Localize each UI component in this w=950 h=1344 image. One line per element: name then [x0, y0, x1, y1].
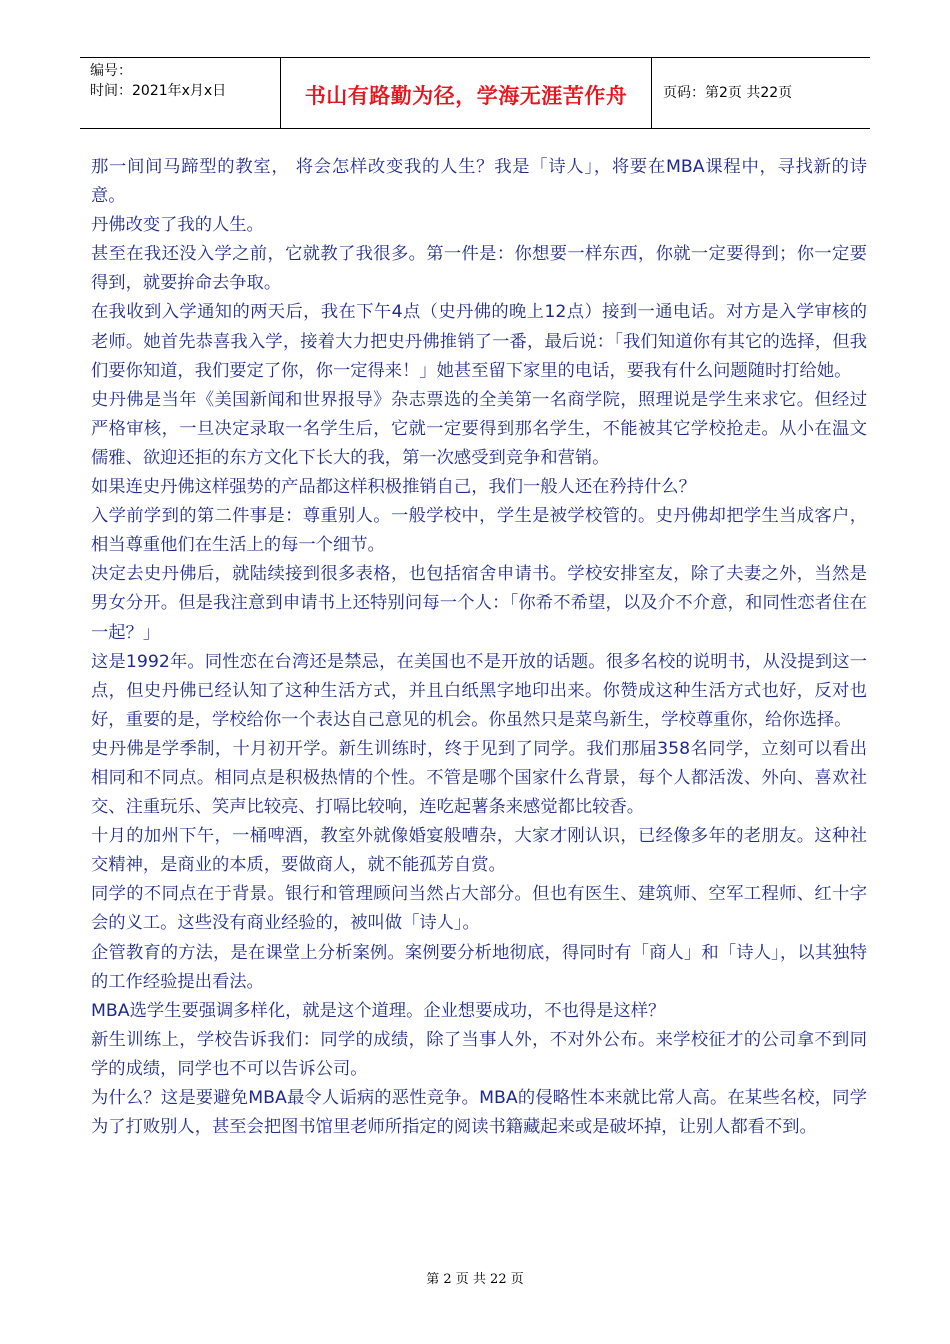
document-body: [91, 153, 867, 1142]
document-number-label: 编号：: [90, 63, 132, 79]
header-meta-cell: [80, 58, 280, 128]
paragraph: 甚至在我还没入学之前，它就教了我很多。第一件是：你想要一样东西，你就一定要得到；你一定要得到，就要拚命去争取。: [91, 244, 867, 294]
paragraph: 如果连史丹佛这样强势的产品都这样积极推销自己，我们一般人还在矜持什么？: [91, 477, 696, 498]
paragraph: 入学前学到的第二件事是：尊重别人。一般学校中，学生是被学校管的。史丹佛却把学生当成客户，相当尊重他们在生活上的每一个细节。: [91, 506, 867, 556]
paragraph: 丹佛改变了我的人生。: [91, 215, 264, 236]
page-footer: 第 2 页 共 22 页: [426, 1272, 524, 1287]
page-header: [80, 57, 870, 129]
document-time-label: 时间：2021年x月x日: [90, 83, 227, 99]
header-motto-cell: [280, 58, 652, 128]
paragraph: 十月的加州下午，一桶啤酒，教室外就像婚宴般嘈杂，大家才刚认识，已经像多年的老朋友。这种社交精神，是商业的本质，要做商人，就不能孤芳自赏。: [91, 826, 867, 876]
paragraph: 企管教育的方法，是在课堂上分析案例。案例要分析地彻底，得同时有「商人」和「诗人」，以其独特的工作经验提出看法。: [91, 942, 867, 992]
header-page-info: 页码：第2页 共22页: [663, 85, 793, 101]
paragraph: 那一间间马蹄型的教室， 将会怎样改变我的人生？我是「诗人」，将要在MBA课程中，寻找新的诗意。: [91, 157, 867, 207]
paragraph: 新生训练上，学校告诉我们：同学的成绩，除了当事人外，不对外公布。来学校征才的公司拿不到同学的成绩，同学也不可以告诉公司。: [91, 1029, 867, 1079]
paragraph: 史丹佛是当年《美国新闻和世界报导》杂志票选的全美第一名商学院，照理说是学生来求它。但经过严格审核，一旦决定录取一名学生后，它就一定要得到那名学生，不能被其它学校抢走。从小在温文儒雅、欲迎还拒的东方文化下长大的我，第一次感受到竞争和营销。: [91, 389, 867, 468]
paragraph: MBA选学生要强调多样化，就是这个道理。企业想要成功，不也得是这样？: [91, 1000, 666, 1021]
paragraph: 决定去史丹佛后，就陆续接到很多表格，也包括宿舍申请书。学校安排室友，除了夫妻之外，当然是男女分开。但是我注意到申请书上还特别问每一个人：「你希不希望，以及介不介意，和同性恋者住在一起？」: [91, 564, 867, 643]
paragraph: 在我收到入学通知的两天后，我在下午4点（史丹佛的晚上12点）接到一通电话。对方是入学审核的老师。她首先恭喜我入学，接着大力把史丹佛推销了一番，最后说：「我们知道你有其它的选择，但我们要你知道，我们要定了你，你一定得来！」她甚至留下家里的电话，要我有什么问题随时打给她。: [91, 302, 867, 381]
paragraph: 同学的不同点在于背景。银行和管理顾问当然占大部分。但也有医生、建筑师、空军工程师、红十字会的义工。这些没有商业经验的，被叫做「诗人」。: [91, 884, 867, 934]
header-page-cell: [651, 58, 870, 128]
paragraph: 这是1992年。同性恋在台湾还是禁忌，在美国也不是开放的话题。很多名校的说明书，从没提到这一点，但史丹佛已经认知了这种生活方式，并且白纸黑字地印出来。你赞成这种生活方式也好，反对也好，重要的是，学校给你一个表达自己意见的机会。你虽然只是菜鸟新生，学校尊重你，给你选择。: [91, 651, 867, 730]
paragraph: 史丹佛是学季制，十月初开学。新生训练时，终于见到了同学。我们那届358名同学，立刻可以看出相同和不同点。相同点是积极热情的个性。不管是哪个国家什么背景，每个人都活泼、外向、喜欢社交、注重玩乐、笑声比较亮、打嗝比较响，连吃起薯条来感觉都比较香。: [91, 738, 867, 818]
paragraph: 为什么？这是要避免MBA最令人诟病的恶性竞争。MBA的侵略性本来就比常人高。在某些名校，同学为了打败别人，甚至会把图书馆里老师所指定的阅读书籍藏起来或是破坏掉，让别人都看不到。: [91, 1088, 867, 1138]
header-motto: 书山有路勤为径，学海无涯苦作舟: [304, 84, 628, 108]
